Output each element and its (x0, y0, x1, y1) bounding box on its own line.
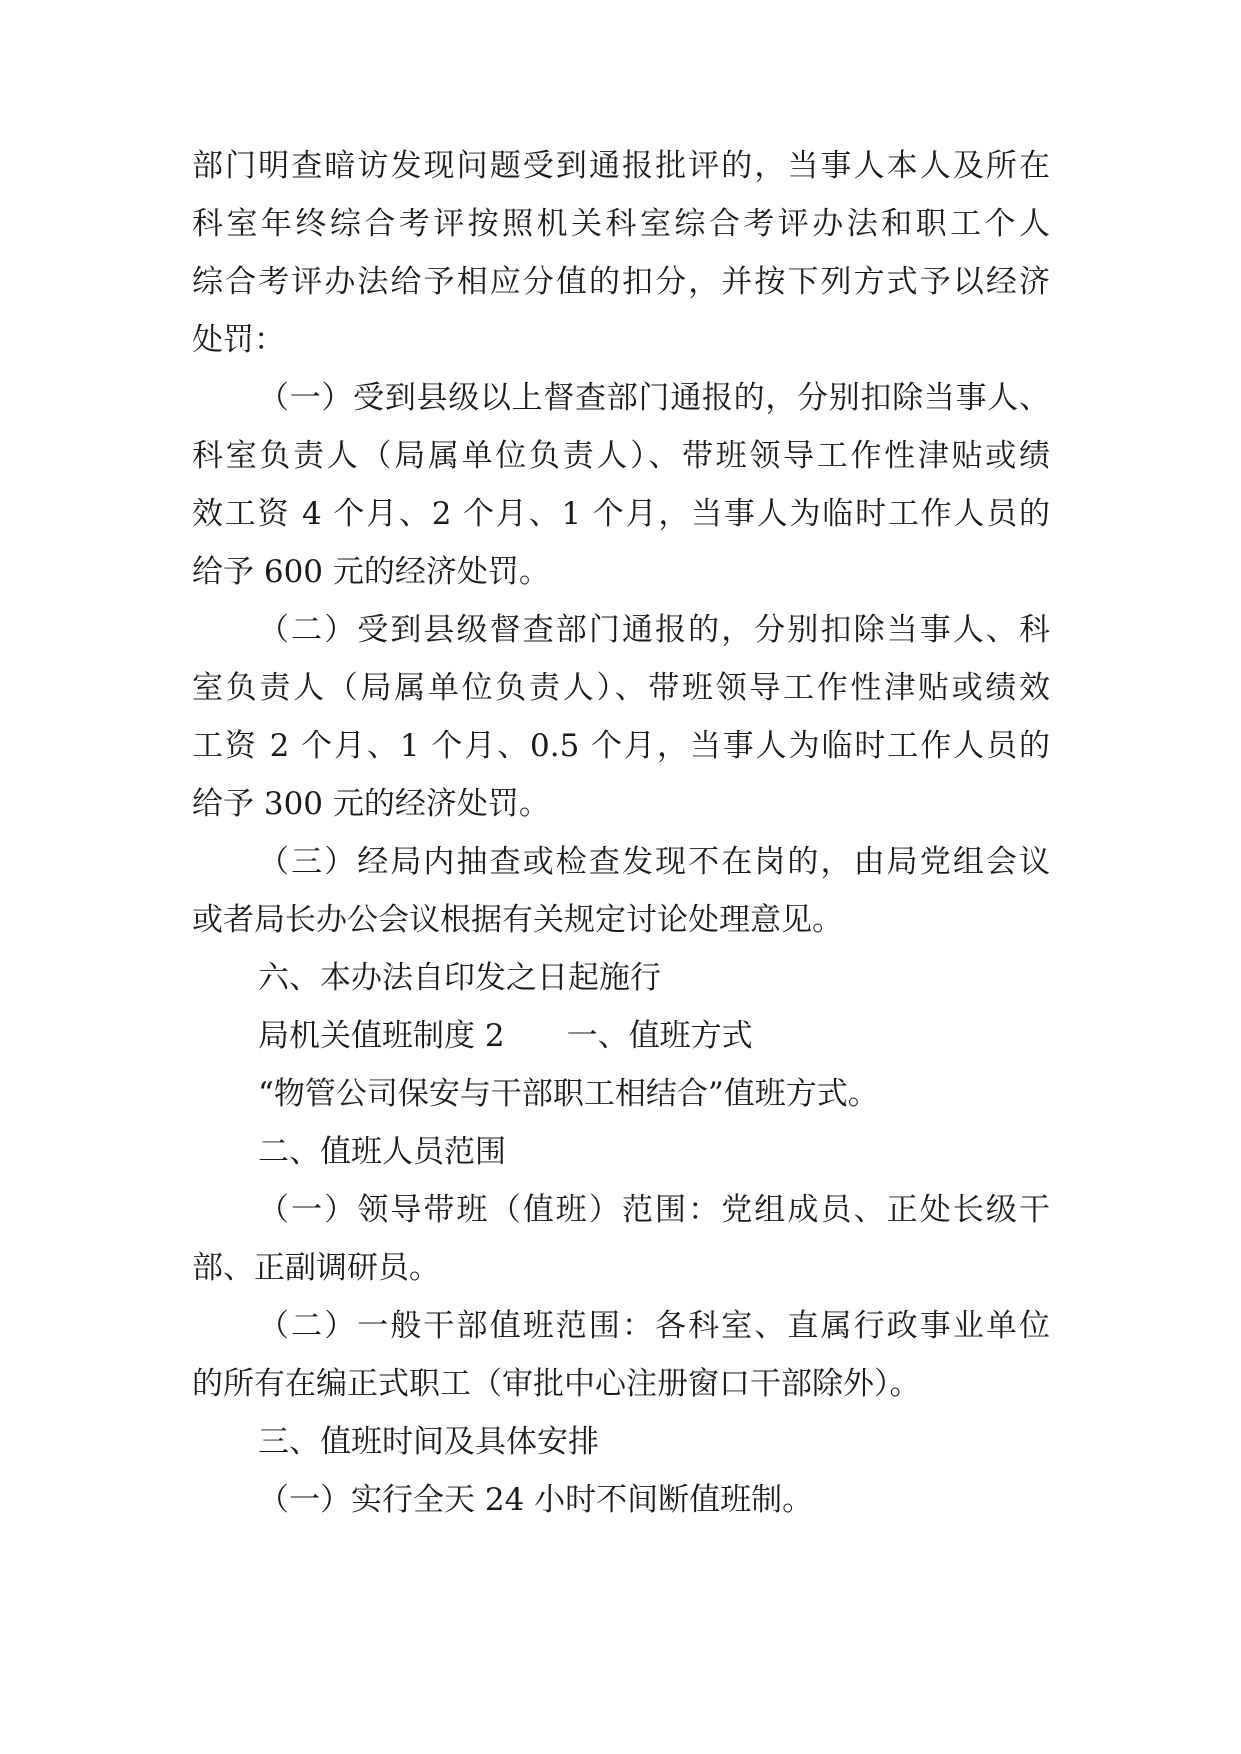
text-line: 部、正副调研员。 (192, 1250, 440, 1286)
text-line: 的所有在编正式职工（审批中心注册窗口干部除外）。 (192, 1366, 921, 1402)
section-heading: 三、值班时间及具体安排 (258, 1424, 599, 1460)
text-line: （三）经局内抽查或检查发现不在岗的，由局党组会议 (258, 844, 1050, 880)
text-line: 科室年终综合考评按照机关科室综合考评办法和职工个人 (192, 206, 1050, 242)
text-line: （二）受到县级督查部门通报的，分别扣除当事人、科 (258, 612, 1050, 648)
text-line: 效工资 4 个月、2 个月、1 个月，当事人为临时工作人员的 (192, 496, 1050, 532)
text-line: 给予 300 元的经济处罚。 (192, 786, 550, 822)
text-line: 科室负责人（局属单位负责人）、带班领导工作性津贴或绩 (192, 438, 1050, 474)
text-line: 处罚： (192, 322, 285, 358)
text-line: 给予 600 元的经济处罚。 (192, 554, 550, 590)
section-heading: 六、本办法自印发之日起施行 (258, 960, 661, 996)
text-line: （二）一般干部值班范围：各科室、直属行政事业单位 (258, 1308, 1050, 1344)
section-heading: 局机关值班制度 2 一、值班方式 (258, 1018, 753, 1054)
text-line: 部门明查暗访发现问题受到通报批评的，当事人本人及所在 (192, 148, 1050, 184)
text-line: 室负责人（局属单位负责人）、带班领导工作性津贴或绩效 (192, 670, 1050, 706)
text-line: （一）受到县级以上督查部门通报的，分别扣除当事人、 (258, 380, 1050, 416)
text-line: 综合考评办法给予相应分值的扣分，并按下列方式予以经济 (192, 264, 1050, 300)
text-line: （一）实行全天 24 小时不间断值班制。 (258, 1482, 814, 1518)
text-line: 或者局长办公会议根据有关规定讨论处理意见。 (192, 902, 843, 938)
section-heading: 二、值班人员范围 (258, 1134, 506, 1170)
text-line: “物管公司保安与干部职工相结合”值班方式。 (258, 1076, 879, 1112)
text-line: （一）领导带班（值班）范围：党组成员、正处长级干 (258, 1192, 1050, 1228)
text-line: 工资 2 个月、1 个月、0.5 个月，当事人为临时工作人员的 (192, 728, 1050, 764)
